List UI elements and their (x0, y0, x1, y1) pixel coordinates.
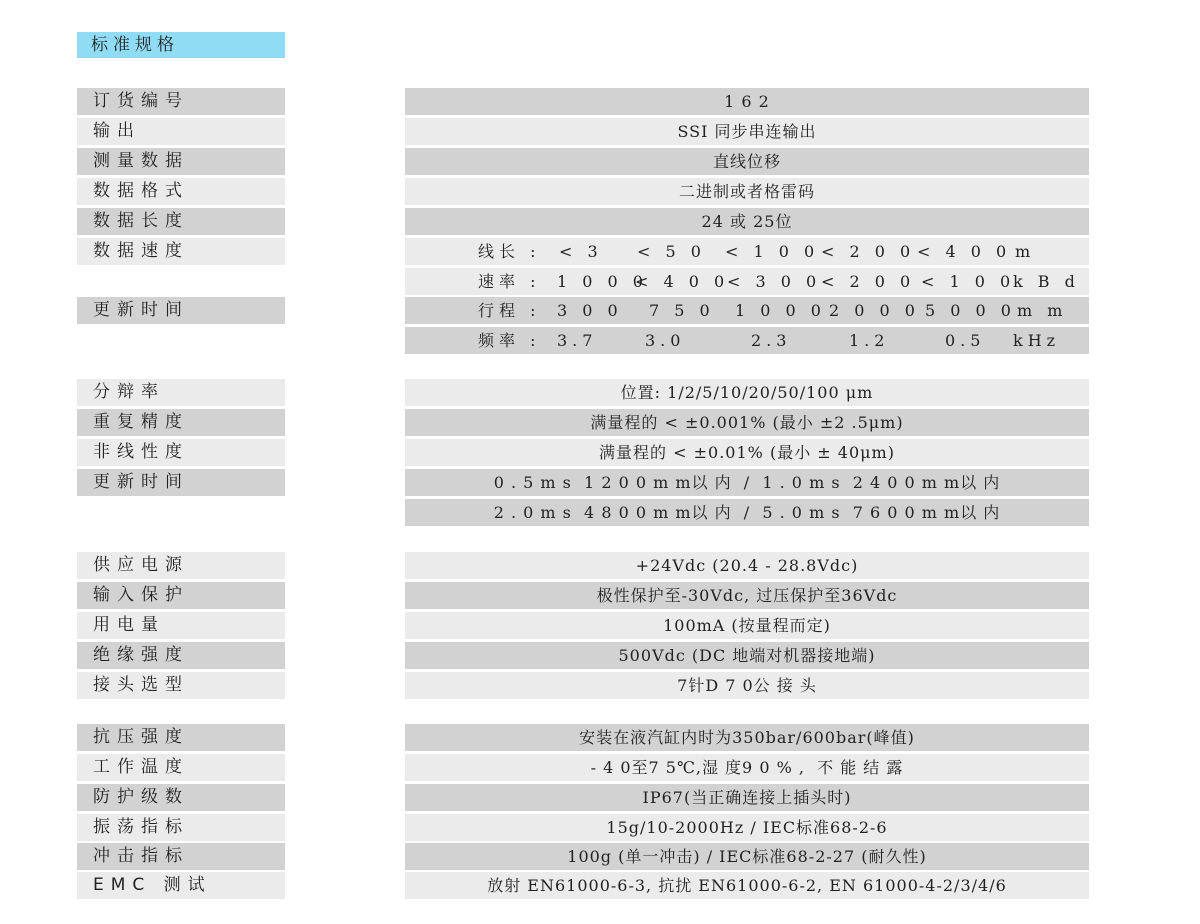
cell: < 1 0 0 (921, 272, 1016, 291)
label-vibration: 振荡指标 (77, 814, 285, 841)
cell: < 5 0 (637, 242, 706, 261)
cell: < 3 (559, 242, 603, 261)
cell: 3 0 0 (557, 301, 623, 320)
label-format: 数据格式 (77, 178, 285, 205)
label-repeat: 重复精度 (77, 409, 285, 436)
label-connector: 接头选型 (77, 672, 285, 699)
label-resolution: 分辩率 (77, 379, 285, 406)
cell: 0.5 (945, 331, 986, 350)
section-title: 标准规格 (77, 32, 285, 58)
cell: < 2 0 0 (821, 272, 916, 291)
label-length: 数据长度 (77, 208, 285, 235)
label-linearity: 非线性度 (77, 439, 285, 466)
label-output: 输出 (77, 118, 285, 145)
cell: 1 0 0 0 (735, 301, 826, 320)
label-update: 更新时间 (77, 297, 285, 324)
cell: 1.2 (849, 331, 890, 350)
value-current: 100mA (按量程而定) (405, 612, 1089, 639)
value-update2-a: 0 . 5 m s 1 2 0 0 m m以 内 / 1 . 0 m s 2 4 0 0 m m以 内 (405, 469, 1089, 496)
cell: < 4 0 0 (635, 272, 730, 291)
cell: m (1015, 242, 1036, 261)
label-shock: 冲击指标 (77, 843, 285, 870)
label-insulation: 绝缘强度 (77, 642, 285, 669)
cell: 7 5 0 (649, 301, 715, 320)
cell: 速率 : (478, 272, 541, 291)
cell: 频率 : (478, 331, 541, 350)
value-insulation: 500Vdc (DC 地端对机器接地端) (405, 642, 1089, 669)
cell: 行程 : (478, 301, 541, 320)
value-output: SSI 同步串连输出 (405, 118, 1089, 145)
value-connector: 7针D 7 0公 接 头 (405, 672, 1089, 699)
value-protect: 极性保护至-30Vdc, 过压保护至36Vdc (405, 582, 1089, 609)
cell: m m (1017, 301, 1068, 320)
value-supply: +24Vdc (20.4 - 28.8Vdc) (405, 552, 1089, 579)
value-vibration: 15g/10-2000Hz / IEC标准68-2-6 (405, 814, 1089, 841)
cell: kHz (1013, 331, 1061, 350)
label-ip: 防护级数 (77, 784, 285, 811)
value-measure: 直线位移 (405, 148, 1089, 175)
label-speed: 数据速度 (77, 238, 285, 265)
cell: 5 0 0 0 (925, 301, 1016, 320)
label-current: 用电量 (77, 612, 285, 639)
value-linearity: 满量程的 < ±0.01% (最小 ± 40μm) (405, 439, 1089, 466)
cell: 2 0 0 0 (829, 301, 920, 320)
value-length: 24 或 25位 (405, 208, 1089, 235)
value-resolution: 位置: 1/2/5/10/20/50/100 μm (405, 379, 1089, 406)
speed-line-row (405, 238, 1089, 265)
label-temp: 工作温度 (77, 754, 285, 781)
value-format: 二进制或者格雷码 (405, 178, 1089, 205)
cell: 3.7 (557, 331, 598, 350)
cell: 3.0 (645, 331, 686, 350)
value-order-no: 1 6 2 (405, 88, 1089, 115)
value-emc: 放射 EN61000-6-3, 抗扰 EN61000-6-2, EN 61000-4-2/3/4/6 (405, 872, 1089, 899)
label-emc: EMC 测试 (77, 872, 285, 899)
label-update2: 更新时间 (77, 469, 285, 496)
cell: 线长 : (478, 242, 541, 261)
cell: k B d (1013, 272, 1080, 291)
value-update2-b: 2 . 0 m s 4 8 0 0 m m以 内 / 5 . 0 m s 7 6 0 0 m m以 内 (405, 499, 1089, 526)
value-pressure: 安装在液汽缸内时为350bar/600bar(峰值) (405, 724, 1089, 751)
value-shock: 100g (单一冲击) / IEC标准68-2-27 (耐久性) (405, 843, 1089, 870)
update-stroke-row (405, 297, 1089, 324)
value-temp: - 4 0至7 5℃,湿 度9 0 % , 不 能 结 露 (405, 754, 1089, 781)
cell: < 2 0 0 (821, 242, 916, 261)
cell: 1 0 0 0 (557, 272, 648, 291)
value-repeat: 满量程的 < ±0.001% (最小 ±2 .5μm) (405, 409, 1089, 436)
label-measure: 测量数据 (77, 148, 285, 175)
update-freq-row (405, 327, 1089, 354)
cell: < 4 0 0 (917, 242, 1012, 261)
label-supply: 供应电源 (77, 552, 285, 579)
cell: 2.3 (751, 331, 792, 350)
cell: < 3 0 0 (727, 272, 822, 291)
label-pressure: 抗压强度 (77, 724, 285, 751)
value-ip: IP67(当正确连接上插头时) (405, 784, 1089, 811)
label-protect: 输入保护 (77, 582, 285, 609)
speed-rate-row (405, 268, 1089, 295)
cell: < 1 0 0 (725, 242, 820, 261)
label-order-no: 订货编号 (77, 88, 285, 115)
